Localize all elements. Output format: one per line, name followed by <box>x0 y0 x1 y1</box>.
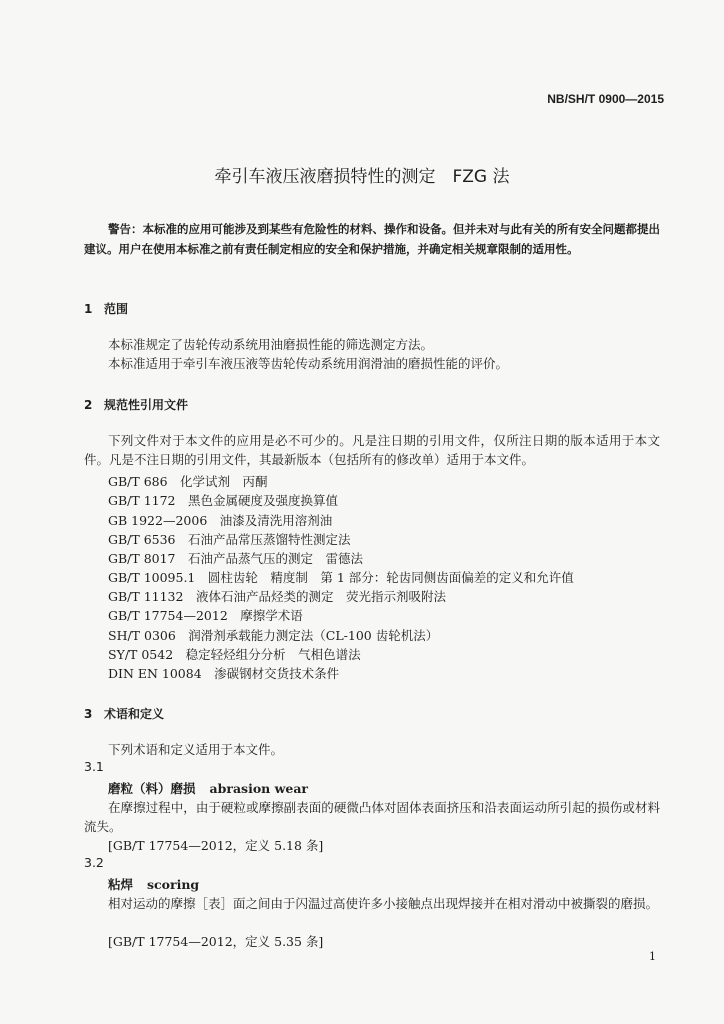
section-2-intro: 下列文件对于本文件的应用是必不可少的。凡是注日期的引用文件，仅所注日期的版本适用于本文件。凡是不注日期的引用文件，其最新版本（包括所有的修改单）适用于本文件。 <box>84 433 660 467</box>
term-source: [GB/T 17754—2012，定义 5.18 条] <box>108 838 324 853</box>
section-2-heading <box>84 396 188 413</box>
term-number: 3.2 <box>84 855 104 870</box>
term-en: scoring <box>147 877 200 892</box>
warning-paragraph: 警告：本标准的应用可能涉及到某些有危险性的材料、操作和设备。但并未对与此有关的所有安全问题都提出建议。用户在使用本标准之前有责任制定相应的安全和保护措施，并确定相关规章限制的适用性。 <box>84 222 660 256</box>
term-source: [GB/T 17754—2012，定义 5.35 条] <box>108 934 324 949</box>
reference-item: DIN EN 10084 渗碳钢材交货技术条件 <box>108 666 340 681</box>
reference-item: GB/T 6536 石油产品常压蒸馏特性测定法 <box>108 532 351 547</box>
section-title: 术语和定义 <box>104 707 165 721</box>
reference-item: SY/T 0542 稳定轻烃组分分析 气相色谱法 <box>108 647 361 662</box>
reference-item: GB/T 686 化学试剂 丙酮 <box>108 474 268 489</box>
section-title: 规范性引用文件 <box>104 398 189 412</box>
section-1-heading <box>84 300 128 317</box>
reference-item: SH/T 0306 润滑剂承载能力测定法（CL-100 齿轮机法） <box>108 628 439 643</box>
term-heading <box>108 779 308 797</box>
section-3-heading <box>84 705 164 722</box>
standard-code-header: NB/SH/T 0900—2015 <box>547 92 664 106</box>
document-title: 牵引车液压液磨损特性的测定 FZG 法 <box>214 167 510 187</box>
section-1-para-1: 本标准规定了齿轮传动系统用油磨损性能的筛选测定方法。 <box>108 337 434 352</box>
term-definition: 在摩擦过程中，由于硬粒或摩擦副表面的硬微凸体对固体表面挤压和沿表面运动所引起的损伤或材料流失。 <box>84 800 660 834</box>
section-number: 2 <box>84 398 93 412</box>
term-zh: 粘焊 <box>108 877 134 892</box>
section-3-intro: 下列术语和定义适用于本文件。 <box>108 742 284 757</box>
section-number: 1 <box>84 302 93 316</box>
reference-item: GB 1922—2006 油漆及清洗用溶剂油 <box>108 513 333 528</box>
reference-item: GB/T 10095.1 圆柱齿轮 精度制 第 1 部分：轮齿同侧齿面偏差的定义和允许值 <box>108 570 574 585</box>
reference-item: GB/T 1172 黑色金属硬度及强度换算值 <box>108 493 339 508</box>
term-en: abrasion wear <box>209 781 309 796</box>
reference-item: GB/T 11132 液体石油产品烃类的测定 荧光指示剂吸附法 <box>108 589 446 604</box>
section-number: 3 <box>84 707 93 721</box>
term-number: 3.1 <box>84 759 104 774</box>
reference-item: GB/T 17754—2012 摩擦学术语 <box>108 608 303 623</box>
term-heading <box>108 875 199 893</box>
term-zh: 磨粒（料）磨损 <box>108 781 196 796</box>
section-1-para-2: 本标准适用于牵引车液压液等齿轮传动系统用润滑油的磨损性能的评价。 <box>108 356 509 371</box>
page-number: 1 <box>649 950 656 963</box>
term-definition: 相对运动的摩擦［表］面之间由于闪温过高使许多小接触点出现焊接并在相对滑动中被撕裂的磨损。 <box>108 896 659 911</box>
section-title: 范围 <box>104 302 129 316</box>
reference-item: GB/T 8017 石油产品蒸气压的测定 雷德法 <box>108 551 364 566</box>
